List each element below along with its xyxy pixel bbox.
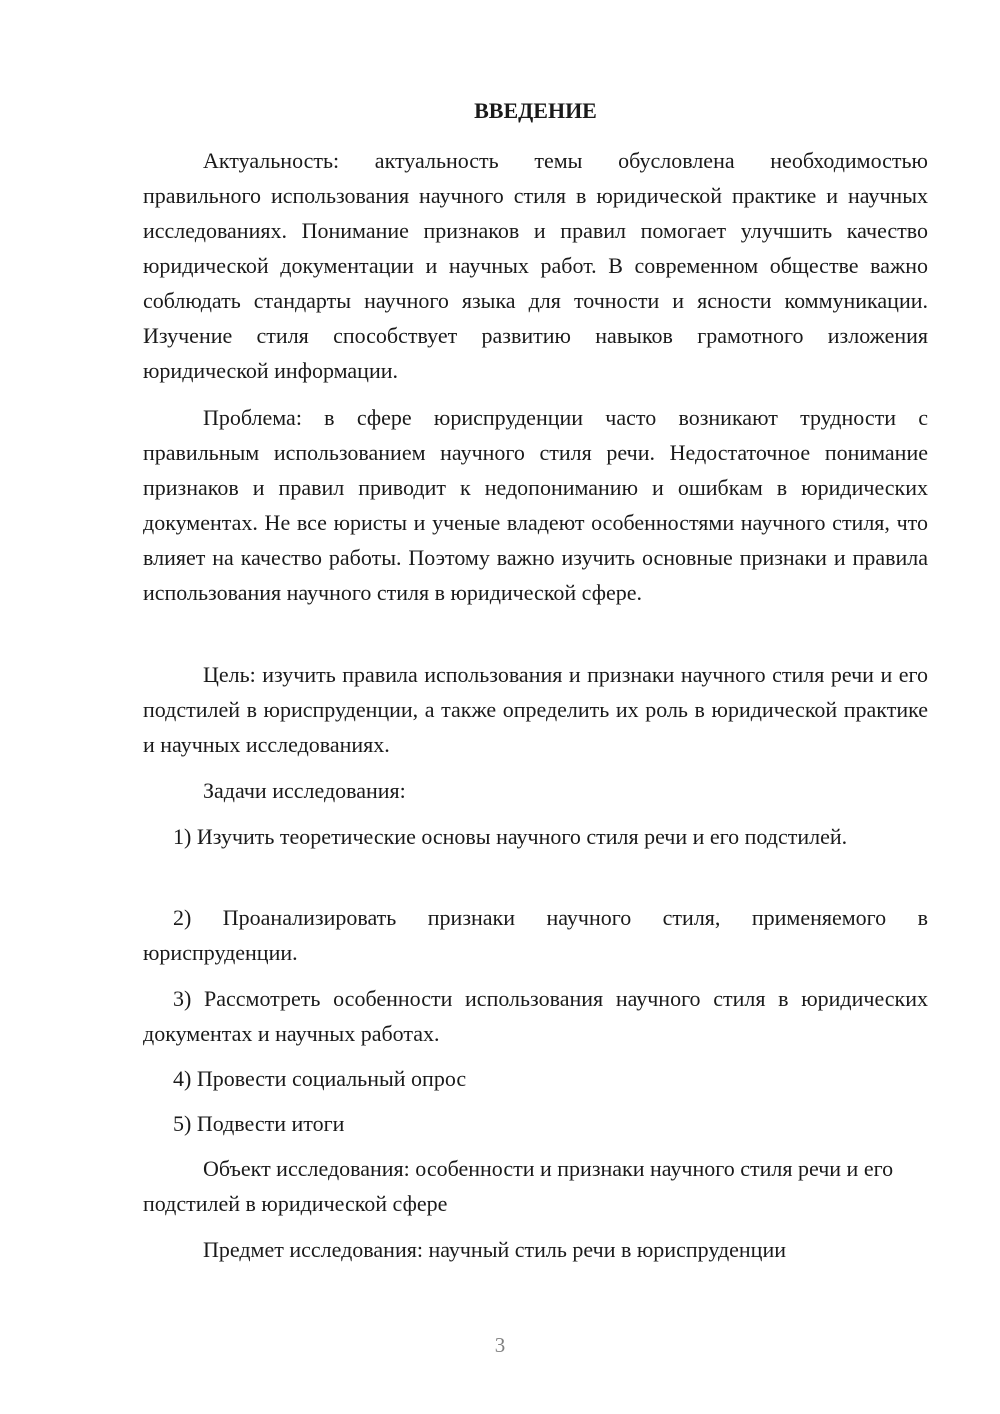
paragraph-object: Объект исследования: особенности и признаки научного стиля речи и его подстилей в юридической сфере (143, 1156, 894, 1216)
paragraph-tasks-heading: Задачи исследования: (203, 778, 406, 803)
page-number: 3 (494, 1333, 506, 1357)
paragraph-problem: Проблема: в сфере юриспруденции часто возникают трудности с правильным использованием научного стиля речи. Недостаточное понимание признаков и правил приводит к недопониманию и ошибкам в юридических документах. Не все юристы и ученые владеют особенностями научного стиля, что влияет на качество работы. Поэтому важно изучить основные признаки и правила использования научного стиля в юридической сфере. (143, 405, 928, 605)
section-title: ВВЕДЕНИЕ (474, 98, 597, 123)
task-item-3: 3) Рассмотреть особенности использования научного стиля в юридических документах и научных работах. (143, 986, 928, 1046)
paragraph-goal: Цель: изучить правила использования и признаки научного стиля речи и его подстилей в юриспруденции, а также определить их роль в юридической практике и научных исследованиях. (143, 662, 928, 757)
paragraph-relevance: Актуальность: актуальность темы обусловлена необходимостью правильного использования научного стиля в юридической практике и научных исследованиях. Понимание признаков и правил помогает улучшить качество юридической документации и научных работ. В современном обществе важно соблюдать стандарты научного языка для точности и ясности коммуникации. Изучение стиля способствует развитию навыков грамотного изложения юридической информации. (143, 148, 928, 383)
task-item-4: 4) Провести социальный опрос (173, 1066, 467, 1091)
task-item-5: 5) Подвести итоги (173, 1111, 345, 1136)
paragraph-subject: Предмет исследования: научный стиль речи в юриспруденции (203, 1237, 786, 1262)
task-item-1: 1) Изучить теоретические основы научного стиля речи и его подстилей. (173, 824, 848, 849)
task-item-2: 2) Проанализировать признаки научного стиля, применяемого в юриспруденции. (143, 905, 928, 965)
